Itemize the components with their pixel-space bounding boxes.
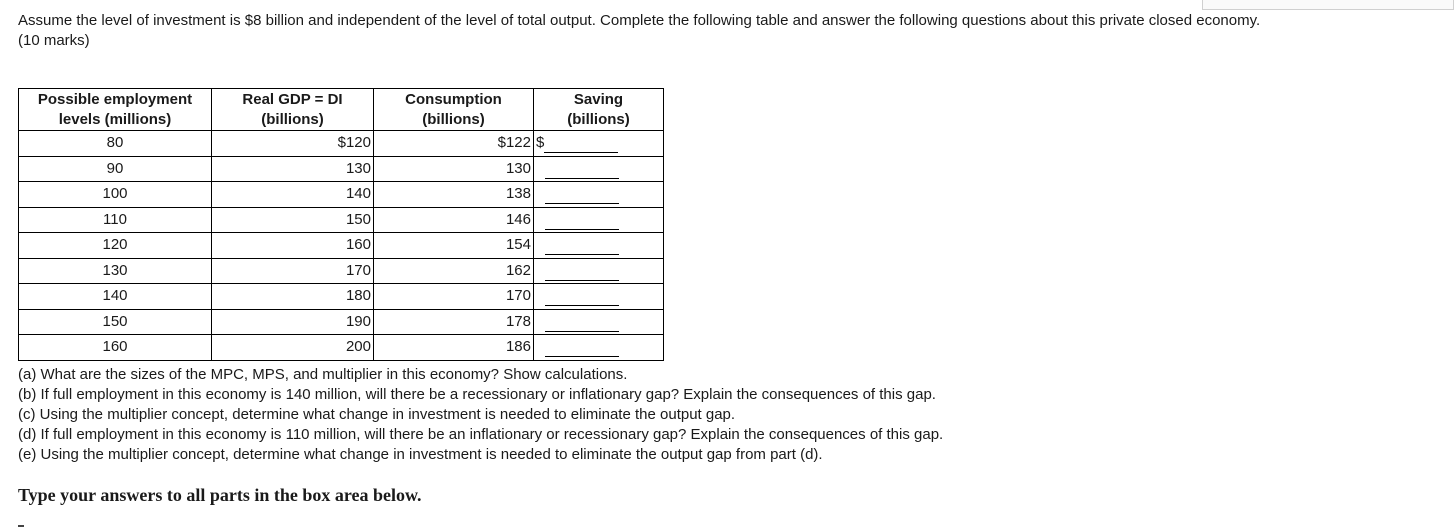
saving-answer-blank[interactable]: [545, 164, 619, 179]
header-gdp-line2: (billions): [261, 110, 324, 128]
table-row: [19, 258, 664, 284]
header-gdp-line1: Real GDP = DI: [242, 90, 343, 108]
gdp-cell: 190: [212, 309, 374, 335]
consumption-cell: 170: [374, 284, 534, 310]
saving-dollar-sign: $: [536, 134, 545, 152]
gdp-cell: $120: [212, 131, 374, 157]
saving-cell: [534, 258, 664, 284]
employment-cell: 120: [19, 233, 212, 259]
header-saving: [534, 89, 664, 131]
consumption-cell: $122: [374, 131, 534, 157]
header-gdp: [212, 89, 374, 131]
header-saving-line2: (billions): [567, 110, 630, 128]
top-corner-box: [1202, 0, 1454, 10]
answer-instruction: Type your answers to all parts in the box area below.: [18, 485, 422, 505]
consumption-cell: 162: [374, 258, 534, 284]
employment-cell: 160: [19, 335, 212, 361]
employment-cell: 140: [19, 284, 212, 310]
gdp-cell: 140: [212, 182, 374, 208]
table-row: [19, 335, 664, 361]
table-row: [19, 309, 664, 335]
question-d: (d) If full employment in this economy is 110 million, will there be an inflationary or recessionary gap? Explain the consequences of this gap.: [18, 426, 944, 443]
saving-cell: [534, 233, 664, 259]
table-row: [19, 131, 664, 157]
table-row: [19, 207, 664, 233]
table-row: [19, 156, 664, 182]
employment-cell: 80: [19, 131, 212, 157]
saving-cell: [534, 182, 664, 208]
header-consumption-line1: Consumption: [405, 90, 502, 108]
header-saving-line1: Saving: [573, 90, 624, 108]
employment-cell: 100: [19, 182, 212, 208]
gdp-cell: 200: [212, 335, 374, 361]
table-row: [19, 284, 664, 310]
consumption-cell: 178: [374, 309, 534, 335]
gdp-cell: 170: [212, 258, 374, 284]
employment-cell: 90: [19, 156, 212, 182]
truncated-content: [18, 519, 138, 527]
header-consumption-line2: (billions): [422, 110, 485, 128]
question-a: (a) What are the sizes of the MPC, MPS, and multiplier in this economy? Show calculations.: [18, 366, 628, 383]
question-b: (b) If full employment in this economy is 140 million, will there be a recessionary or inflationary gap? Explain the consequences of this gap.: [18, 386, 936, 403]
saving-cell: [534, 335, 664, 361]
saving-cell: [534, 131, 664, 157]
header-employment: [19, 89, 212, 131]
saving-cell: [534, 207, 664, 233]
gdp-cell: 150: [212, 207, 374, 233]
economy-table: [18, 88, 664, 361]
question-c: (c) Using the multiplier concept, determine what change in investment is needed to eliminate the output gap.: [18, 406, 736, 423]
employment-cell: 150: [19, 309, 212, 335]
header-employment-line2: levels (millions): [58, 110, 172, 128]
saving-answer-blank[interactable]: [545, 240, 619, 255]
saving-cell: [534, 309, 664, 335]
question-e: (e) Using the multiplier concept, determine what change in investment is needed to eliminate the output gap from part (d).: [18, 446, 823, 463]
saving-answer-blank[interactable]: [544, 138, 618, 153]
header-consumption: [374, 89, 534, 131]
table-row: [19, 182, 664, 208]
saving-cell: [534, 284, 664, 310]
saving-answer-blank[interactable]: [545, 291, 619, 306]
saving-answer-blank[interactable]: [545, 342, 619, 357]
questions-list: [18, 365, 1118, 465]
intro-line-2: (10 marks): [18, 32, 90, 49]
saving-answer-blank[interactable]: [545, 215, 619, 230]
consumption-cell: 186: [374, 335, 534, 361]
header-employment-line1: Possible employment: [37, 90, 193, 108]
intro-text: [18, 11, 1438, 51]
saving-answer-blank[interactable]: [545, 317, 619, 332]
employment-cell: 130: [19, 258, 212, 284]
gdp-cell: 130: [212, 156, 374, 182]
saving-answer-blank[interactable]: [545, 266, 619, 281]
consumption-cell: 138: [374, 182, 534, 208]
consumption-cell: 130: [374, 156, 534, 182]
gdp-cell: 180: [212, 284, 374, 310]
saving-cell: [534, 156, 664, 182]
table-row: [19, 233, 664, 259]
table-header-row: [19, 89, 664, 131]
intro-line-1: Assume the level of investment is $8 billion and independent of the level of total output. Complete the following table and answer the following questions about this private closed economy.: [18, 12, 1261, 29]
gdp-cell: 160: [212, 233, 374, 259]
consumption-cell: 154: [374, 233, 534, 259]
employment-cell: 110: [19, 207, 212, 233]
saving-answer-blank[interactable]: [545, 189, 619, 204]
consumption-cell: 146: [374, 207, 534, 233]
